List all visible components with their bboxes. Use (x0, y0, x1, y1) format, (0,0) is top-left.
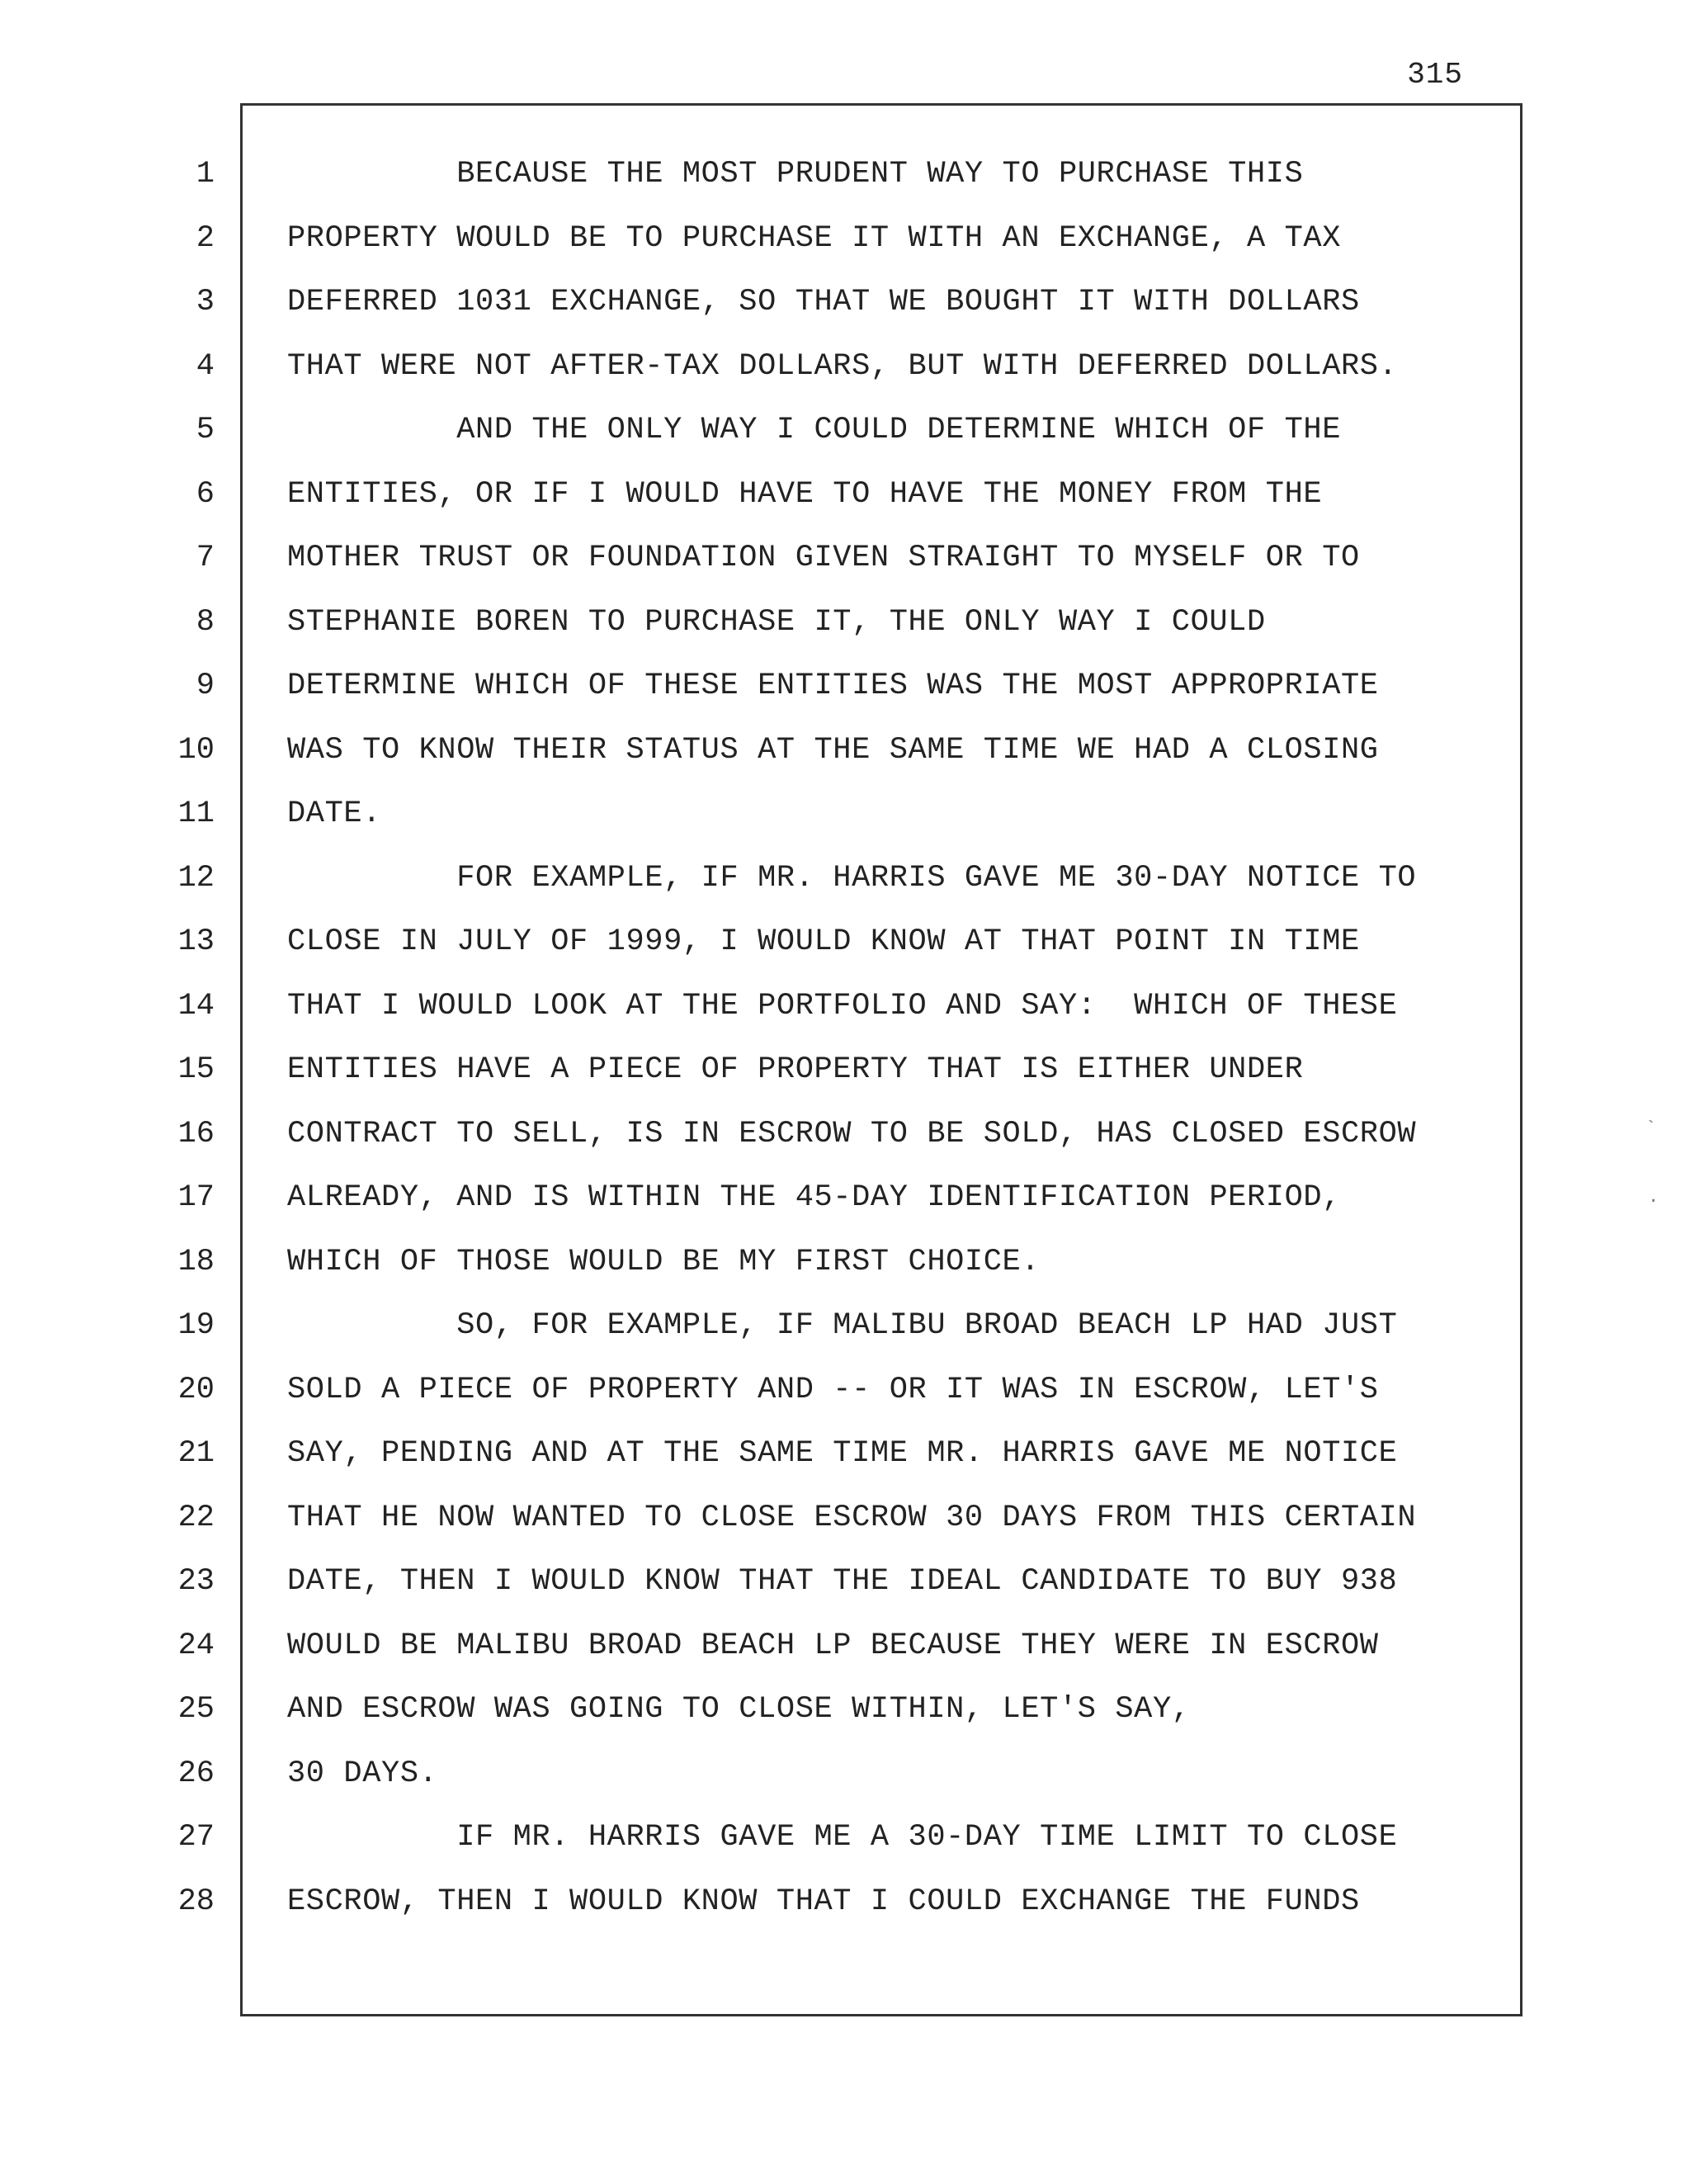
line-text: AND ESCROW WAS GOING TO CLOSE WITHIN, LET'S SAY, (287, 1692, 1191, 1727)
line-text: PROPERTY WOULD BE TO PURCHASE IT WITH AN EXCHANGE, A TAX (287, 220, 1342, 256)
line-number: 28 (177, 1884, 215, 1919)
line-text: WAS TO KNOW THEIR STATUS AT THE SAME TIME WE HAD A CLOSING (287, 732, 1379, 768)
line-number: 13 (177, 924, 215, 959)
line-text: MOTHER TRUST OR FOUNDATION GIVEN STRAIGHT TO MYSELF OR TO (287, 541, 1360, 575)
line-text: DATE. (287, 797, 382, 831)
line-text: THAT HE NOW WANTED TO CLOSE ESCROW 30 DAYS FROM THIS CERTAIN (287, 1500, 1417, 1535)
line-text: WHICH OF THOSE WOULD BE MY FIRST CHOICE. (287, 1244, 1041, 1279)
line-number: 25 (177, 1692, 215, 1727)
line-number: 22 (177, 1500, 215, 1535)
line-number: 4 (196, 348, 215, 384)
line-number: 9 (196, 669, 215, 703)
line-text: FOR EXAMPLE, IF MR. HARRIS GAVE ME 30-DAY NOTICE TO (287, 860, 1417, 896)
line-text: ENTITIES HAVE A PIECE OF PROPERTY THAT IS EITHER UNDER (287, 1052, 1304, 1087)
line-number: 11 (177, 797, 215, 831)
line-number: 24 (177, 1628, 215, 1663)
line-number: 20 (177, 1372, 215, 1407)
line-number: 12 (177, 860, 215, 896)
line-text: ESCROW, THEN I WOULD KNOW THAT I COULD EXCHANGE THE FUNDS (287, 1884, 1360, 1919)
line-text: IF MR. HARRIS GAVE ME A 30-DAY TIME LIMIT TO CLOSE (287, 1820, 1398, 1855)
line-number: 10 (177, 732, 215, 768)
line-text: DATE, THEN I WOULD KNOW THAT THE IDEAL CANDIDATE TO BUY 938 (287, 1564, 1398, 1599)
margin-mark: . (1648, 1187, 1659, 1208)
line-text: ENTITIES, OR IF I WOULD HAVE TO HAVE THE MONEY FROM THE (287, 476, 1323, 512)
line-number: 6 (196, 476, 215, 512)
line-number: 5 (196, 413, 215, 447)
line-text: 30 DAYS. (287, 1756, 438, 1791)
line-number: 16 (177, 1116, 215, 1151)
line-text: CLOSE IN JULY OF 1999, I WOULD KNOW AT THAT POINT IN TIME (287, 924, 1360, 959)
line-text: SO, FOR EXAMPLE, IF MALIBU BROAD BEACH LP HAD JUST (287, 1308, 1398, 1343)
line-text: AND THE ONLY WAY I COULD DETERMINE WHICH OF THE (287, 413, 1342, 447)
line-number: 7 (196, 541, 215, 575)
page-number: 315 (1407, 58, 1463, 92)
line-number: 3 (196, 285, 215, 319)
line-number: 15 (177, 1052, 215, 1087)
line-text: SOLD A PIECE OF PROPERTY AND -- OR IT WAS IN ESCROW, LET'S (287, 1372, 1379, 1407)
line-number: 8 (196, 604, 215, 640)
line-text: STEPHANIE BOREN TO PURCHASE IT, THE ONLY WAY I COULD (287, 604, 1266, 640)
line-number: 27 (177, 1820, 215, 1855)
line-text: DETERMINE WHICH OF THESE ENTITIES WAS THE MOST APPROPRIATE (287, 669, 1379, 703)
line-text: THAT I WOULD LOOK AT THE PORTFOLIO AND SAY: WHICH OF THESE (287, 988, 1398, 1023)
line-text: CONTRACT TO SELL, IS IN ESCROW TO BE SOLD, HAS CLOSED ESCROW (287, 1116, 1417, 1151)
line-number: 1 (196, 157, 215, 191)
margin-mark: ` (1645, 1118, 1657, 1139)
line-number: 14 (177, 988, 215, 1023)
line-number: 21 (177, 1436, 215, 1471)
line-text: SAY, PENDING AND AT THE SAME TIME MR. HARRIS GAVE ME NOTICE (287, 1436, 1398, 1471)
line-text: DEFERRED 1031 EXCHANGE, SO THAT WE BOUGHT IT WITH DOLLARS (287, 285, 1360, 319)
line-text: WOULD BE MALIBU BROAD BEACH LP BECAUSE THEY WERE IN ESCROW (287, 1628, 1379, 1663)
line-number: 23 (177, 1564, 215, 1599)
line-number: 17 (177, 1180, 215, 1215)
line-text: THAT WERE NOT AFTER-TAX DOLLARS, BUT WITH DEFERRED DOLLARS. (287, 348, 1398, 384)
line-number: 26 (177, 1756, 215, 1791)
line-number: 19 (177, 1308, 215, 1343)
line-number: 18 (177, 1244, 215, 1279)
line-text: ALREADY, AND IS WITHIN THE 45-DAY IDENTIFICATION PERIOD, (287, 1180, 1342, 1215)
line-text: BECAUSE THE MOST PRUDENT WAY TO PURCHASE THIS (287, 157, 1304, 191)
line-number: 2 (196, 220, 215, 256)
